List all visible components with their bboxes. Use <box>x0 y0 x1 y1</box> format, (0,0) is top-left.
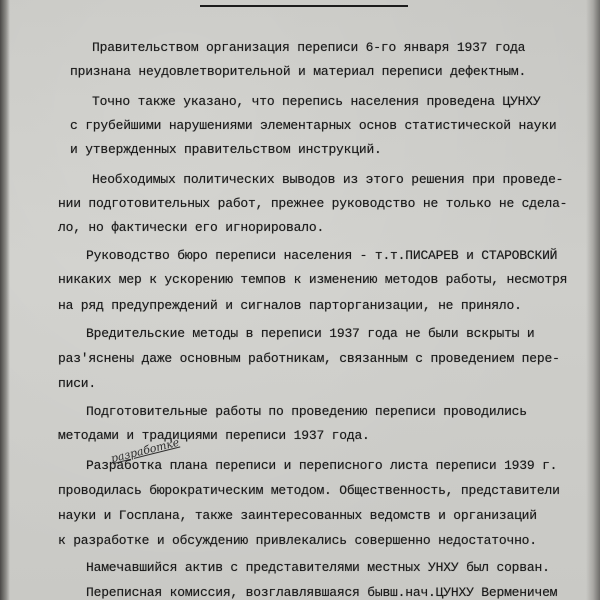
text-line: проводилась бюрократическим методом. Общественность, представители <box>58 483 560 498</box>
text-line: писи. <box>58 376 97 391</box>
text-line: науки и Госплана, также заинтересованных ведомств и организаций <box>58 508 537 523</box>
text-line: Точно также указано, что перепись населения проведена ЦУНХУ <box>92 94 541 109</box>
text-line: с грубейшими нарушениями элементарных основ статистической науки <box>70 118 557 133</box>
text-line: Разработка плана переписи и переписного листа переписи 1939 г. <box>86 458 558 473</box>
text-line: методами и традициями переписи 1937 года. <box>58 428 370 443</box>
text-line: нии подготовительных работ, прежнее руководство не только не сдела- <box>58 196 568 211</box>
text-line: признана неудовлетворительной и материал переписи дефектным. <box>70 64 527 79</box>
text-line: Намечавшийся актив с представителями местных УНХУ был сорван. <box>86 560 550 575</box>
text-line: Переписная комиссия, возглавлявшаяся бывш.нач.ЦУНХУ Верменичем <box>86 585 558 600</box>
text-line: Правительством организация переписи 6-го января 1937 года <box>92 40 526 55</box>
text-line: и утвержденных правительством инструкций. <box>70 142 382 157</box>
text-line: Необходимых политических выводов из этого решения при проведе- <box>92 172 564 187</box>
text-line: на ряд предупреждений и сигналов парторганизации, не приняло. <box>58 298 522 313</box>
text-line: к разработке и обсуждению привлекались совершенно недостаточно. <box>58 533 537 548</box>
text-line: никаких мер к ускорению темпов к изменению методов работы, несмотря <box>58 272 568 287</box>
text-line: Подготовительные работы по проведению переписи проводились <box>86 404 527 419</box>
text-line: раз'яснены даже основным работникам, связанным с проведением пере- <box>58 351 560 366</box>
text-line: ло, но фактически его игнорировало. <box>58 220 325 235</box>
text-line: Руководство бюро переписи населения - т.т.ПИСАРЕВ и СТАРОВСКИЙ <box>86 248 558 263</box>
handwritten-annotation: разработке <box>109 435 181 466</box>
text-line: Вредительские методы в переписи 1937 года не были вскрыты и <box>86 326 535 341</box>
